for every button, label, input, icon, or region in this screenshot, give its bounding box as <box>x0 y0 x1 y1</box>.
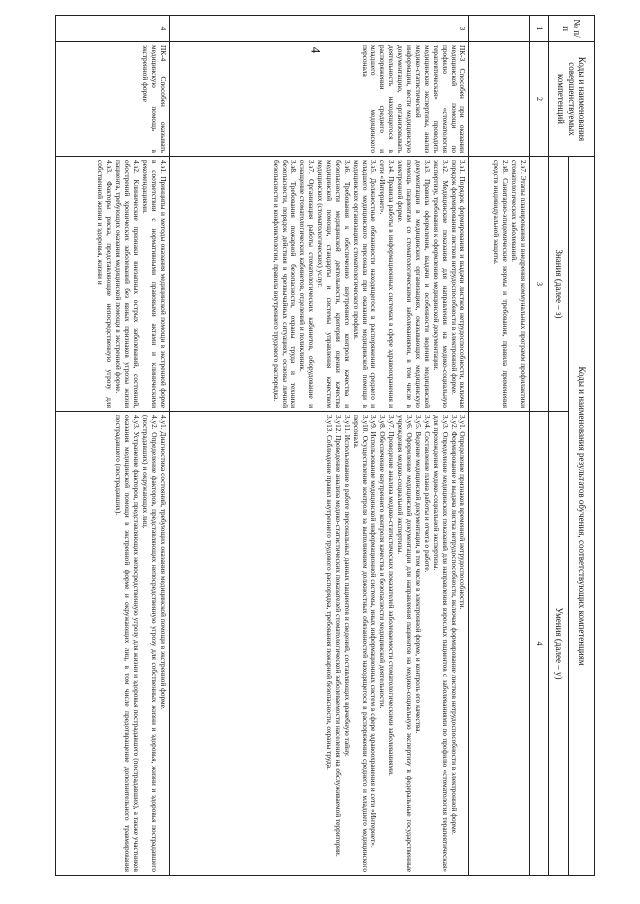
rotated-page <box>55 15 595 875</box>
skill-item: 3.у12. Проведение анализа медико-статистических показателей стоматологической заболеваемости населения на обслуживаемой территории. <box>333 415 343 857</box>
knowledge-item: 3.з2. Медицинские показания для направления на медико-социальную экспертизу, требования к оформлению медицинской документации. <box>431 160 450 408</box>
index-cell: 2 <box>530 42 549 157</box>
skill-item: 3.у6. Оформление медицинской документации для направления пациентов на медико-социальную экспертизу в федеральные государственные учреждения медико-социальной экспертизы. <box>396 415 415 872</box>
row-number: 3 <box>169 16 469 42</box>
competence-cell: ПК-3 Способен при оказании медицинской помощи по профилю «стоматология терапевтическая» проводить медицинские экспертизы, анализ медико-статистической информации, вести медицинскую документацию, организовывать деятельность находящегося в распоряжении среднего и младшего медицинского персонала <box>169 42 469 157</box>
header-knowledge: Знания (далее – з) <box>549 157 569 412</box>
table-body <box>56 16 530 876</box>
row-number: 4 <box>56 16 170 42</box>
header-competence-codes: Коды и наименования совершенствуемых компетенций <box>549 42 595 157</box>
index-cell: 3 <box>530 157 549 412</box>
knowledge-item: 3.з7. Организация работы стоматологических кабинетов, оборудование и оснащение стоматологических кабинетов, отделений и поликлиник. <box>298 160 317 408</box>
page-number: 4 <box>308 46 324 54</box>
header-results: Коды и наименования результатов обучения, соответствующих компетенциям <box>569 157 595 876</box>
table-row <box>169 16 469 876</box>
skill-item: 4.у2. Определение факторов, представляющих непосредственную угрозу для собственных жизни и здоровья, жизни и здоровья пострадавшего (пострадавших) и окружающих лиц. <box>140 415 159 872</box>
knowledge-item: 2.з7. Этапы планирования и внедрения коммунальных программ профилактики стоматологических заболеваний. <box>510 160 528 408</box>
skill-item: 3.у5. Ведение медицинской документации, в том числе в электронной форме, и контроль его качества. <box>413 415 423 734</box>
competence-cell <box>469 42 530 157</box>
skill-item: 3.у2. Формирование и выдача листка нетрудоспособности, включая формирование листков нетрудоспособности в электронной форме. <box>449 415 459 835</box>
knowledge-item: 4.з1. Принципы и методы оказания медицинской помощи в экстренной форме в соответствии с нормативными правовыми актами и клиническими рекомендациями. <box>140 160 168 408</box>
knowledge-item: 3.з1. Порядок формирования и выдачи листков нетрудоспособности, включая порядок формирования листков нетрудоспособности в электронной форме. <box>449 160 468 408</box>
index-cell: 1 <box>530 16 549 42</box>
knowledge-item: 2.з8. Санитарно-эпидемические нормы и требования, правила применения средств индивидуальной защиты. <box>492 160 511 408</box>
skills-cell <box>469 412 530 876</box>
skill-item: 3.у7. Проведение анализа медико-статистических показателей заболеваемости стоматологическими заболеваниями. <box>387 415 397 776</box>
table-row <box>56 16 170 876</box>
knowledge-item: 3.з5. Должностные обязанности находящегося в распоряжении среднего и младшего медицинского персонала при оказании медицинской помощи в медицинских организациях стоматологического профиля. <box>351 160 379 408</box>
table-row <box>469 16 530 876</box>
skill-item: 3.у11. Использование в работе персональных данных пациентов и сведений, составляющих врачебную тайну. <box>342 415 352 757</box>
knowledge-cell <box>56 157 170 412</box>
knowledge-item: 3.з3. Правила оформления, выдачи и особенности ведения медицинской документации в медицинских организациях, оказывающих медицинскую помощь пациентам со стоматологическими заболеваниями, в том числе в электронной форме. <box>396 160 432 408</box>
knowledge-item: 4.з3. Факторы риска, представляющие непосредственную угрозу для собственной жизни и здоровья, жизни и <box>96 160 115 408</box>
skill-item: 4.у3. Устранение факторов, представляющих непосредственную угрозу для жизни и здоровья пострадавшего (пострадавших), а также участников оказания медицинской помощи в экстренной форме и окружающих лиц, в том числе предотвращение дополнительного травмирования пострадавшего (пострадавших). <box>114 415 142 872</box>
competence-cell: ПК-4 Способен оказывать медицинскую помощь в экстренной форме <box>56 42 170 157</box>
index-cell: 4 <box>530 412 549 876</box>
skill-item: 3.у3. Определение медицинских показаний для направления взрослых пациентов с заболеваниями по профилю «стоматология терапевтическая» для прохождения медико-социальной экспертизы. <box>431 415 450 872</box>
knowledge-item: 3.з8. Требования пожарной безопасности, охраны труда и техники безопасности, порядок действия в чрезвычайных ситуациях, основы личной безопасности и конфликтологии, правила внутреннего трудового распорядка. <box>271 160 299 408</box>
header-number: № п/п <box>549 16 595 42</box>
header-skills: Умения (далее – у) <box>549 412 569 876</box>
knowledge-item: 3.з6. Требования к обеспечению внутреннего контроля качества и безопасности медицинской деятельности, критерии оценки качества медицинской помощи, стандарты и системы управления качеством медицинских (стоматологических) услуг. <box>316 160 352 408</box>
skill-item: 3.у4. Составление плана работы и отчета о работе. <box>422 415 432 573</box>
skill-item: 3.у13. Соблюдение правил внутреннего трудового распорядка, требования пожарной безопасности, охраны труда. <box>325 415 335 770</box>
skill-item: 3.у10. Осуществление контроля за выполнением должностных обязанностей находящегося в распоряжении среднего и младшего медицинского персонала. <box>351 415 370 872</box>
skill-item: 3.у1. Определение признаков временной нетрудоспособности. <box>458 415 468 610</box>
knowledge-cell <box>469 157 530 412</box>
skill-item: 3.у9. Использование медицинской информационной системы, иных информационных систем в сфере здравоохранения и сети «Интернет». <box>369 415 379 848</box>
knowledge-cell <box>169 157 469 412</box>
knowledge-item: 3.з4. Правила работы в информационных системах в сфере здравоохранения и сети «Интернет». <box>378 160 397 408</box>
competence-table <box>55 15 595 876</box>
knowledge-item: 4.з2. Клинические признаки внезапных острых заболеваний, состояний, обострений хронических заболеваний без явных признаков угрозы жизни пациента, требующих оказания медицинской помощи в экстренной форме. <box>114 160 142 408</box>
row-number <box>469 16 530 42</box>
skills-cell <box>56 412 170 876</box>
skills-cell <box>169 412 469 876</box>
skill-item: 3.у8. Обеспечение внутреннего контроля качества и безопасности медицинской деятельности. <box>378 415 388 709</box>
skill-item: 4.у1. Диагностика состояний, требующих оказания медицинской помощи в экстренной форме. <box>158 415 168 710</box>
